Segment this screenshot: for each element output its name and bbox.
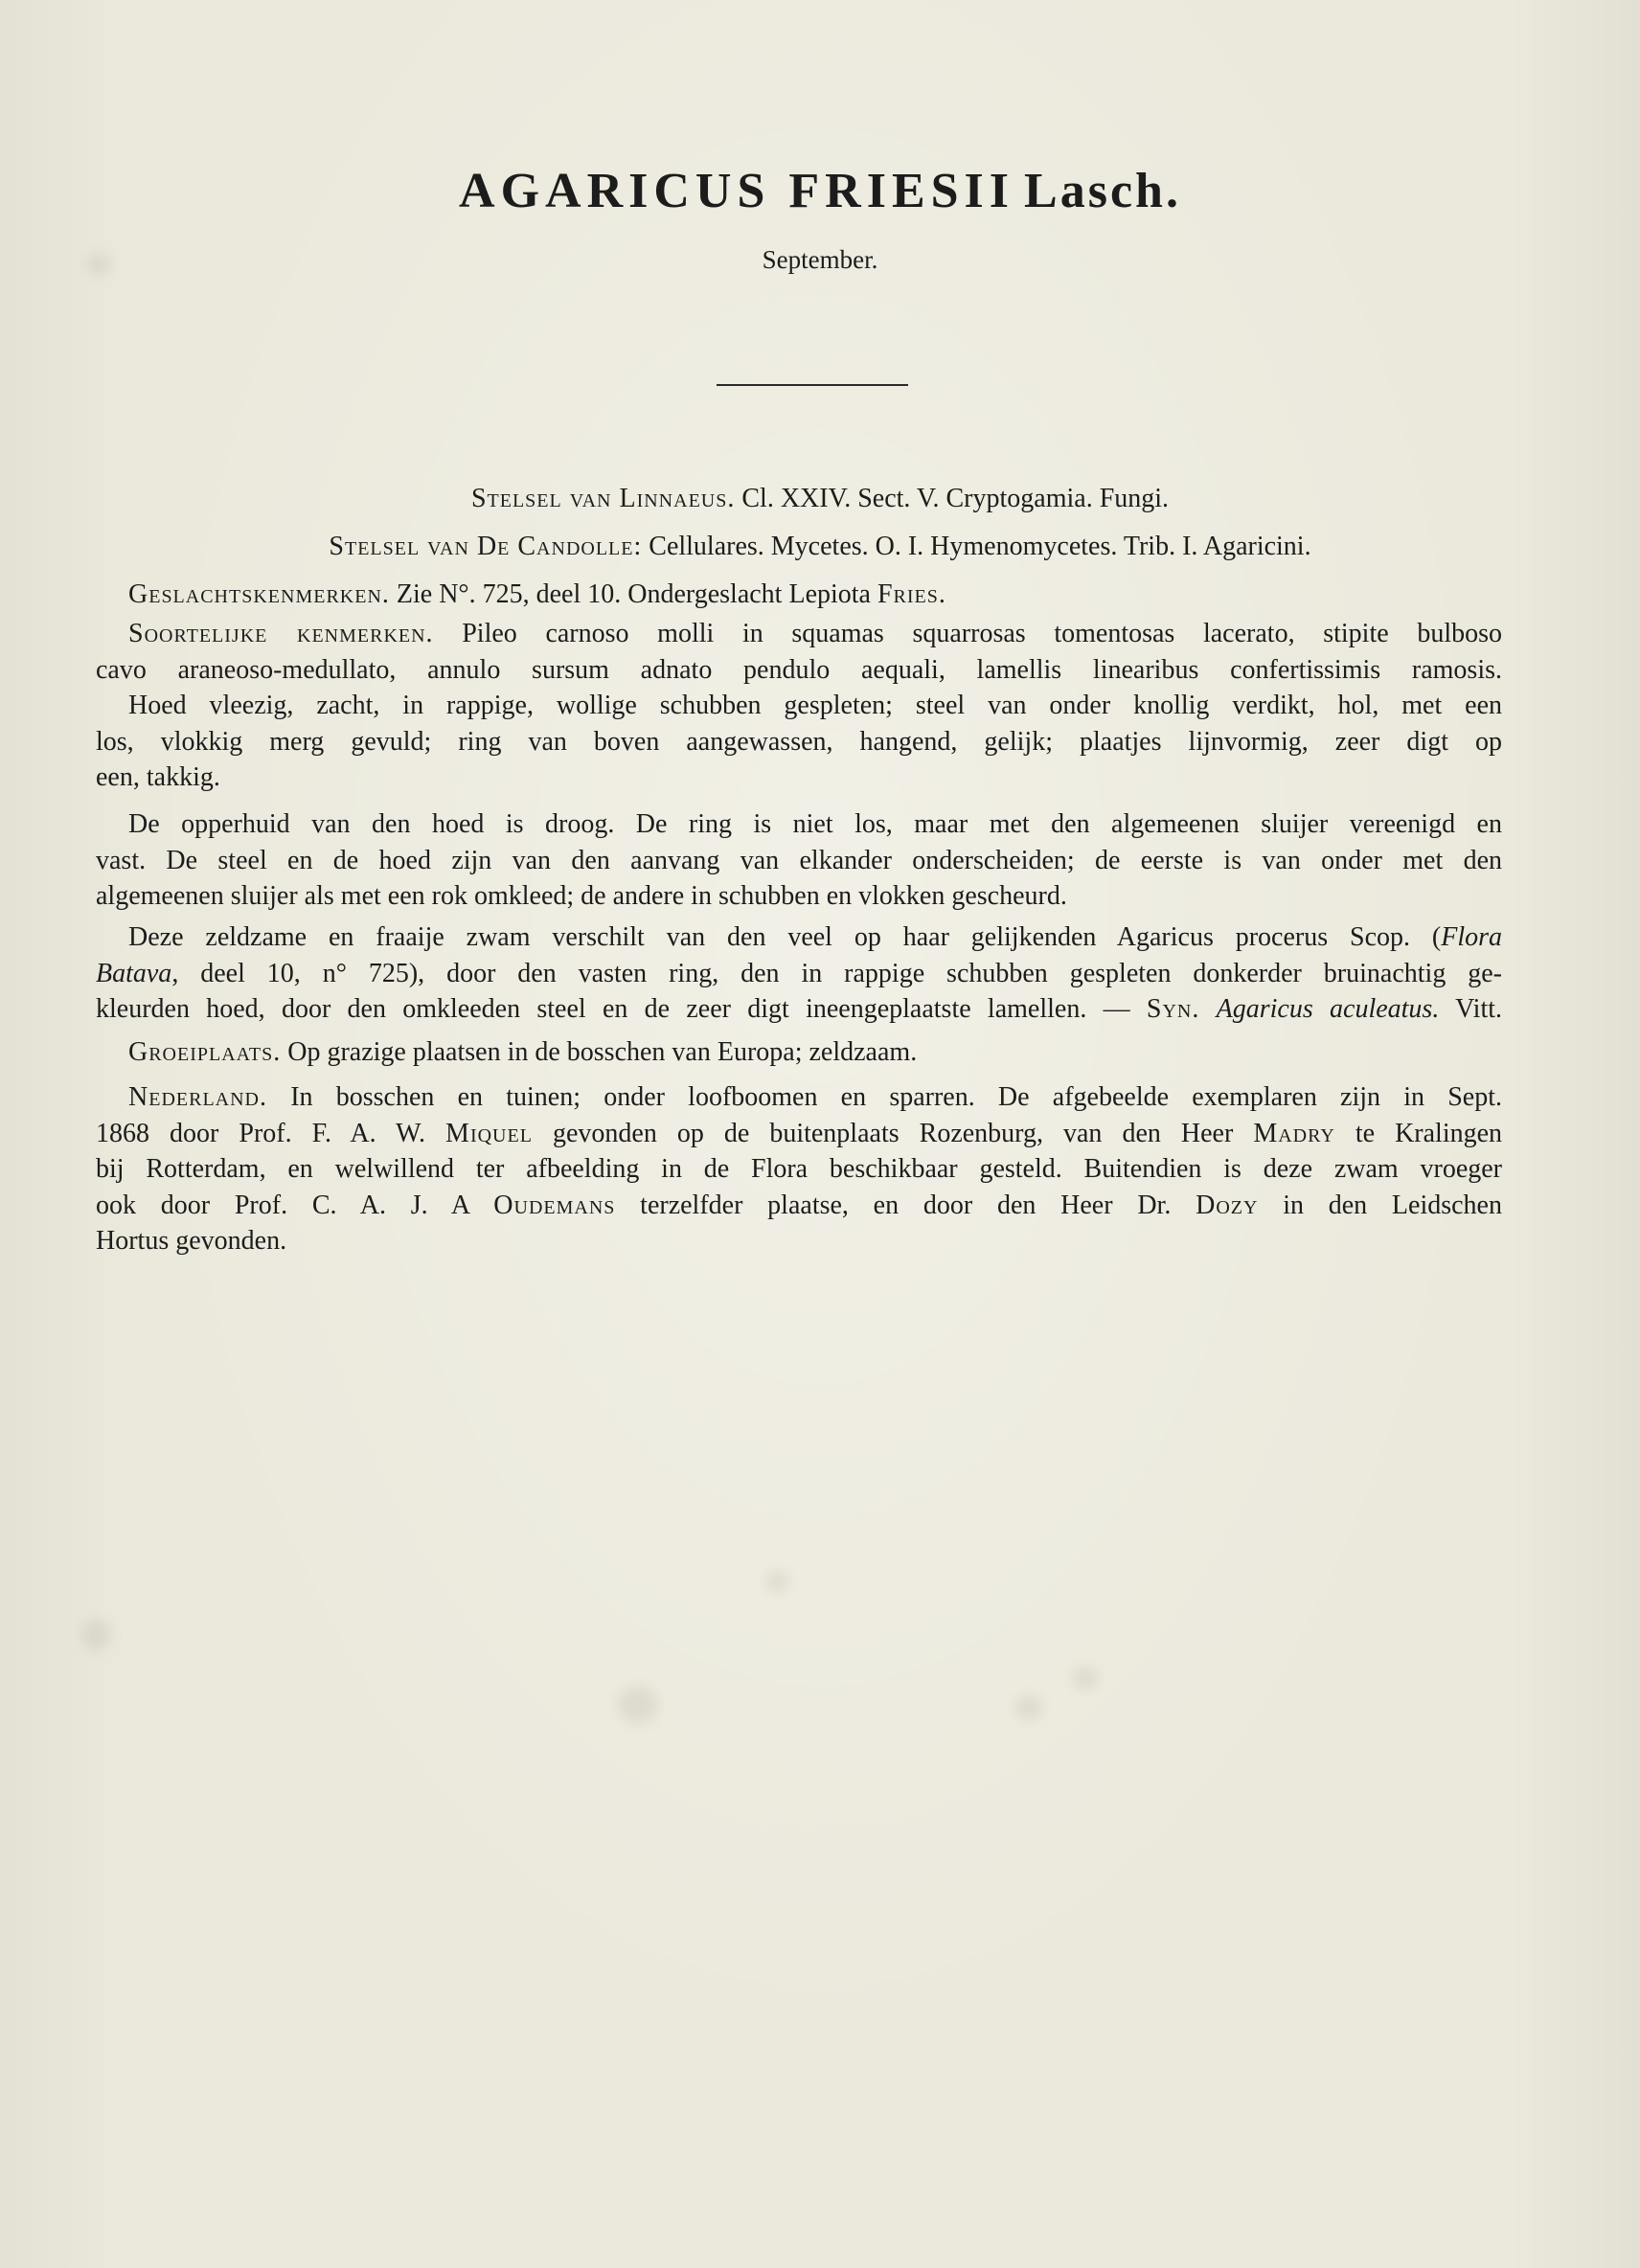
groeiplaats-label: Groeiplaats. (128, 1037, 282, 1067)
nederland-line-2 (96, 1116, 1502, 1152)
species-name: AGARICUS FRIESII (459, 164, 1015, 218)
collector-miquel: Miquel (445, 1118, 533, 1148)
nederland-line-5: Hortus gevonden. (96, 1226, 287, 1256)
soortelijke-line-3: Hoed vleezig, zacht, in rappige, wollige schubben gespleten; steel van onder knollig verdikt, hol, met een (128, 691, 1502, 720)
foxing-spot (1073, 1667, 1098, 1690)
zeldzame-italic-1: Flora (1441, 922, 1502, 952)
opperhuid-line-2: vast. De steel en de hoed zijn van den aanvang van elkander onderscheiden; de eerste is van onder met den (96, 845, 1502, 875)
nederland-label: Nederland. (128, 1082, 267, 1112)
linnaeus-classification (0, 484, 1640, 514)
soortelijke-label: Soortelijke kenmerken. (128, 619, 434, 648)
zeldzame-text-3: kleurden hoed, door den omkleeden steel en de zeer digt ineengeplaatste lamellen. — (96, 994, 1130, 1024)
collector-oudemans: Oudemans (493, 1190, 616, 1220)
zeldzame-text-1: Deze zeldzame en fraaije zwam verschilt van den veel op haar gelijkenden Agaricus procerus Scop. ( (128, 922, 1442, 952)
nederland-text-1: In bosschen en tuinen; onder loofboomen en sparren. De afgebeelde exemplaren zijn in Sept. (290, 1082, 1503, 1112)
divider-rule (717, 384, 908, 386)
zeldzame-italic-2: Batava (96, 958, 172, 988)
geslacht-text: Zie N°. 725, deel 10. Ondergeslacht Lepiota (396, 579, 871, 609)
foxing-spot (766, 1571, 789, 1592)
soortelijke-line-4: los, vlokkig merg gevuld; ring van boven aangewassen, hangend, gelijk; plaatjes lijnvormig, zeer digt op (96, 726, 1502, 757)
linnaeus-text: Cl. XXIV. Sect. V. Cryptogamia. Fungi. (741, 484, 1170, 513)
candolle-text: Cellulares. Mycetes. O. I. Hymenomycetes. Trib. I. Agaricini. (649, 532, 1311, 561)
page-title (0, 163, 1640, 219)
nederland-paragraph (96, 1079, 1502, 1259)
opperhuid-line-3: algemeenen sluijer als met een rok omkleed; de andere in schubben en vlokken gescheurd. (96, 881, 1067, 911)
nederland-text-2a: 1868 door Prof. F. A. W. (96, 1118, 426, 1148)
foxing-spot (1015, 1695, 1042, 1720)
foxing-spot (81, 1619, 110, 1651)
zeldzame-line-2 (96, 956, 1502, 992)
species-author: Lasch. (1024, 164, 1181, 218)
opperhuid-paragraph (96, 806, 1502, 915)
candolle-label: Stelsel van De Candolle: (329, 532, 643, 561)
nederland-text-4c: in den Leidschen (1283, 1190, 1502, 1220)
month-label: September. (762, 245, 878, 274)
soortelijke-line-5: een, takkig. (96, 762, 220, 792)
geslacht-author: Fries. (877, 579, 946, 609)
nederland-text-4b: terzelfder plaatse, en door den Heer Dr. (640, 1190, 1172, 1220)
geslacht-label: Geslachtskenmerken. (128, 579, 390, 609)
candolle-classification (0, 532, 1640, 562)
geslacht-line (96, 577, 1502, 613)
syn-author: Vitt. (1455, 994, 1503, 1024)
linnaeus-label: Stelsel van Linnaeus. (470, 484, 736, 513)
soortelijke-text-1: Pileo carnoso molli in squamas squarrosas tomentosas lacerato, stipite bulboso (462, 619, 1503, 648)
soortelijke-paragraph (96, 616, 1502, 796)
groeiplaats-paragraph (96, 1034, 1502, 1071)
syn-name: Agaricus aculeatus. (1216, 994, 1440, 1024)
groeiplaats-line (96, 1034, 1502, 1071)
zeldzame-paragraph (96, 919, 1502, 1028)
soortelijke-line-1 (96, 616, 1502, 652)
collector-dozy: Dozy (1196, 1190, 1259, 1220)
zeldzame-line-3 (96, 991, 1502, 1028)
nederland-line-4 (96, 1188, 1502, 1224)
nederland-text-2b: gevonden op de buitenplaats Rozenburg, van den Heer (552, 1118, 1234, 1148)
nederland-text-4a: ook door Prof. C. A. J. A (96, 1190, 469, 1220)
zeldzame-line-1 (96, 919, 1502, 956)
nederland-line-3: bij Rotterdam, en welwillend ter afbeelding in de Flora beschikbaar gesteld. Buitendien is deze zwam vroeger (96, 1154, 1502, 1184)
opperhuid-line-1: De opperhuid van den hoed is droog. De ring is niet los, maar met den algemeenen sluijer vereenigd en (128, 809, 1502, 839)
soortelijke-line-2: cavo araneoso-medullato, annulo sursum adnato pendulo aequali, lamellis linearibus confertissimis ramosis. (96, 654, 1502, 685)
nederland-line-1 (96, 1079, 1502, 1116)
syn-label: Syn. (1146, 994, 1200, 1024)
nederland-text-2c: te Kralingen (1355, 1118, 1503, 1148)
groeiplaats-text: Op grazige plaatsen in de bosschen van Europa; zeldzaam. (287, 1037, 918, 1067)
geslacht-paragraph (96, 577, 1502, 613)
collector-madry: Madry (1253, 1118, 1335, 1148)
foxing-spot (618, 1686, 658, 1724)
zeldzame-text-2: , deel 10, n° 725), door den vasten ring, den in rappige schubben gespleten donkerder bruinachtig ge- (171, 958, 1502, 988)
